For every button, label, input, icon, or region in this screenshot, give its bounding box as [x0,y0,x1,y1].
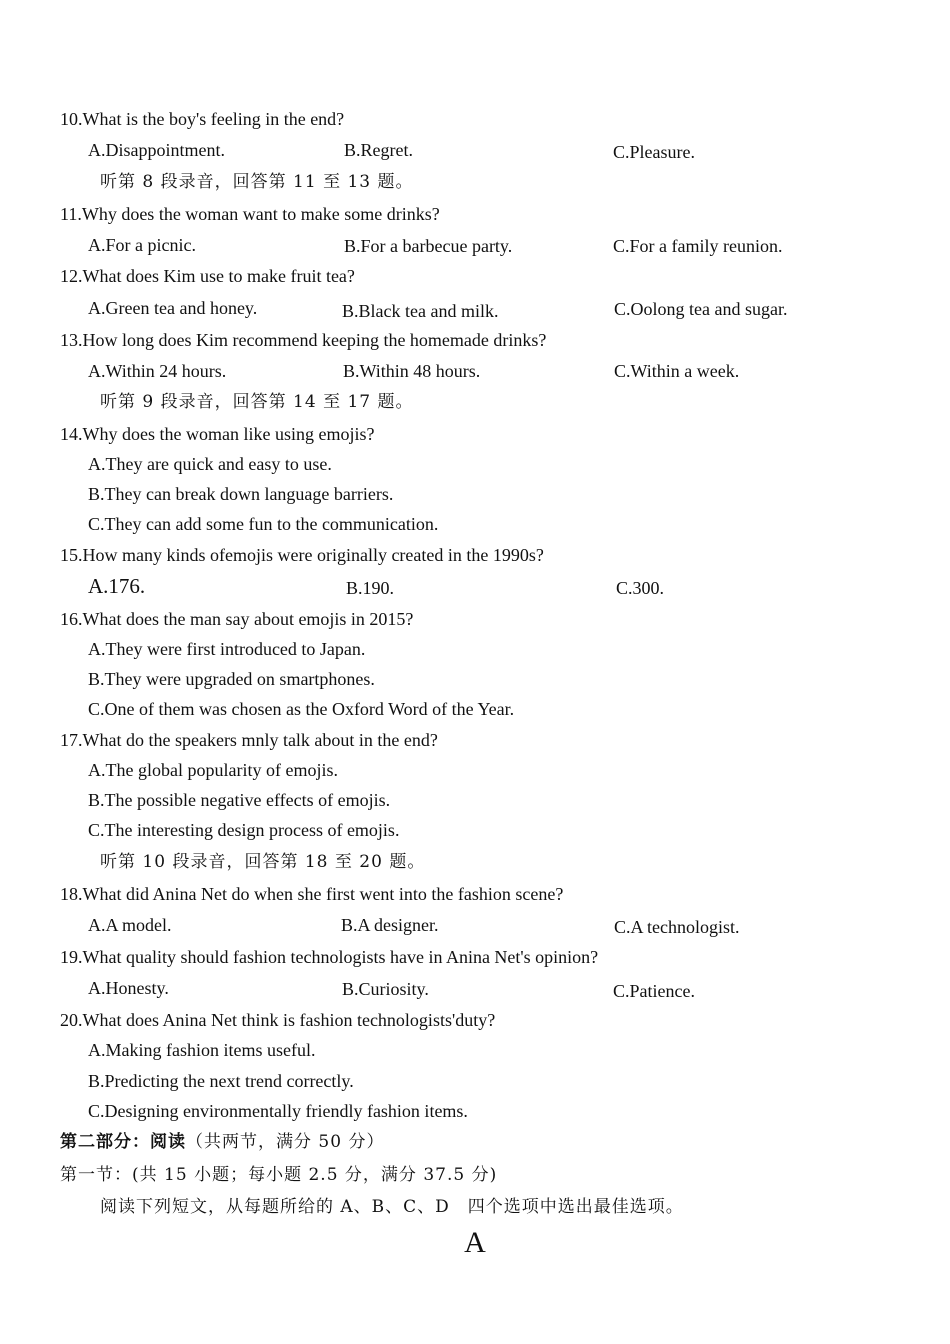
option-16b: B.They were upgraded on smartphones. [88,669,375,689]
question-16: 16.What does the man say about emojis in 2015? [60,609,414,629]
section-9-instruction: 听第 9 段录音，回答第 14 至 17 题。 [100,392,414,412]
option-11c: C.For a family reunion. [613,236,783,256]
option-15a: A.176. [88,574,146,598]
question-13: 13.How long does Kim recommend keeping the homemade drinks? [60,330,547,350]
question-11: 11.Why does the woman want to make some drinks? [60,204,440,224]
option-18c: C.A technologist. [614,917,740,937]
option-20b: B.Predicting the next trend correctly. [88,1071,354,1091]
option-16a: A.They were first introduced to Japan. [88,639,366,659]
option-19a: A.Honesty. [88,978,169,998]
option-10b: B.Regret. [344,140,413,160]
part-2-score: （共两节，满分 50 分） [186,1132,385,1152]
option-10c: C.Pleasure. [613,142,695,162]
option-20a: A.Making fashion items useful. [88,1040,316,1060]
question-18: 18.What did Anina Net do when she first went into the fashion scene? [60,884,564,904]
question-20: 20.What does Anina Net think is fashion technologists'duty? [60,1010,496,1030]
option-12b: B.Black tea and milk. [342,301,499,321]
option-14b: B.They can break down language barriers. [88,484,394,504]
option-17b: B.The possible negative effects of emojis. [88,790,391,810]
option-17c: C.The interesting design process of emojis. [88,820,400,840]
option-12a: A.Green tea and honey. [88,298,258,318]
option-15b: B.190. [346,578,395,598]
option-13a: A.Within 24 hours. [88,361,227,381]
option-14c: C.They can add some fun to the communication. [88,514,439,534]
option-15c: C.300. [616,578,665,598]
question-17: 17.What do the speakers mnly talk about in the end? [60,730,438,750]
part-2-title: 第二部分：阅读 [60,1132,186,1152]
option-19c: C.Patience. [613,981,695,1001]
option-11b: B.For a barbecue party. [344,236,513,256]
option-14a: A.They are quick and easy to use. [88,454,332,474]
part-2-heading [60,1131,384,1153]
option-20c: C.Designing environmentally friendly fashion items. [88,1101,468,1121]
option-19b: B.Curiosity. [342,979,429,999]
option-17a: A.The global popularity of emojis. [88,760,338,780]
section-10-instruction: 听第 10 段录音，回答第 18 至 20 题。 [100,852,426,872]
option-13b: B.Within 48 hours. [343,361,481,381]
question-10: 10.What is the boy's feeling in the end? [60,109,345,129]
option-13c: C.Within a week. [614,361,740,381]
option-12c: C.Oolong tea and sugar. [614,299,788,319]
question-14: 14.Why does the woman like using emojis? [60,424,375,444]
option-11a: A.For a picnic. [88,235,196,255]
question-15: 15.How many kinds ofemojis were originally created in the 1990s? [60,545,544,565]
option-18a: A.A model. [88,915,172,935]
section-8-instruction: 听第 8 段录音，回答第 11 至 13 题。 [100,172,414,192]
question-12: 12.What does Kim use to make fruit tea? [60,266,355,286]
option-18b: B.A designer. [341,915,439,935]
question-19: 19.What quality should fashion technologists have in Anina Net's opinion? [60,947,599,967]
reading-instruction: 阅读下列短文，从每题所给的 A、B、C、D 四个选项中选出最佳选项。 [100,1197,684,1217]
option-16c: C.One of them was chosen as the Oxford Word of the Year. [88,699,515,719]
passage-title: A [464,1226,486,1259]
option-10a: A.Disappointment. [88,140,225,160]
part-2-section-1-heading: 第一节：(共 15 小题；每小题 2.5 分，满分 37.5 分) [60,1165,498,1185]
